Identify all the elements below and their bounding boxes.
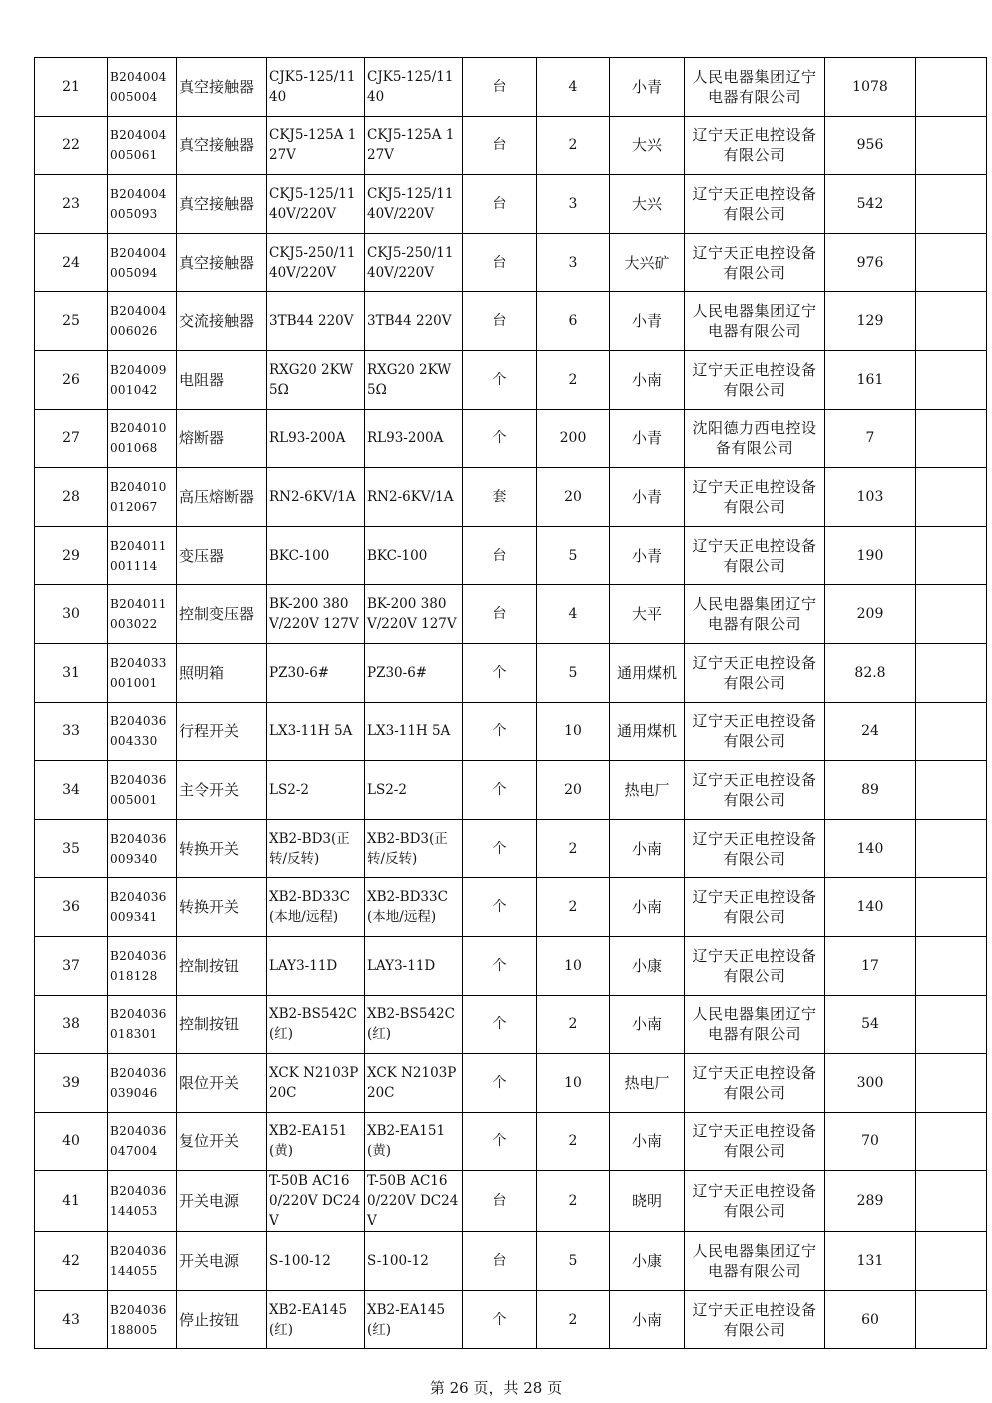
- row-index-cell: 35: [35, 819, 108, 878]
- material-code-cell: B204004006026: [108, 292, 177, 351]
- unit-price-cell: 129: [825, 292, 916, 351]
- material-code-cell: B204004005061: [108, 116, 177, 175]
- row-index-cell: 24: [35, 233, 108, 292]
- spec-model-alt-cell: XB2-BD3(正转/反转): [365, 819, 463, 878]
- spec-model-alt-cell: CJK5-125/1140: [365, 58, 463, 117]
- site-cell: 大兴矿: [610, 233, 685, 292]
- vendor-cell: 辽宁天正电控设备有限公司: [685, 1054, 825, 1113]
- spec-model-alt-cell: RN2-6KV/1A: [365, 468, 463, 527]
- quantity-cell: 2: [537, 1112, 610, 1171]
- site-cell: 小南: [610, 995, 685, 1054]
- vendor-cell: 辽宁天正电控设备有限公司: [685, 761, 825, 820]
- spec-model-alt-cell: BK-200 380V/220V 127V: [365, 585, 463, 644]
- item-name-cell: 交流接触器: [177, 292, 267, 351]
- unit-price-cell: 956: [825, 116, 916, 175]
- vendor-cell: 辽宁天正电控设备有限公司: [685, 116, 825, 175]
- table-row: [35, 1054, 987, 1113]
- quantity-cell: 2: [537, 878, 610, 937]
- table-row: [35, 643, 987, 702]
- spec-model-alt-cell: CKJ5-125/1140V/220V: [365, 175, 463, 234]
- unit-price-cell: 7: [825, 409, 916, 468]
- remarks-cell: [916, 526, 987, 585]
- spec-model-cell: XB2-BD3(正转/反转): [267, 819, 365, 878]
- row-index-cell: 30: [35, 585, 108, 644]
- remarks-cell: [916, 233, 987, 292]
- unit-cell: 个: [463, 643, 537, 702]
- spec-model-alt-cell: XB2-BS542C(红): [365, 995, 463, 1054]
- unit-cell: 台: [463, 526, 537, 585]
- spec-model-cell: RN2-6KV/1A: [267, 468, 365, 527]
- row-index-cell: 33: [35, 702, 108, 761]
- material-code-cell: B204010001068: [108, 409, 177, 468]
- table-row: [35, 116, 987, 175]
- vendor-cell: 人民电器集团辽宁电器有限公司: [685, 58, 825, 117]
- remarks-cell: [916, 350, 987, 409]
- item-name-cell: 开关电源: [177, 1232, 267, 1291]
- row-index-cell: 31: [35, 643, 108, 702]
- material-code-cell: B204010012067: [108, 468, 177, 527]
- quantity-cell: 3: [537, 233, 610, 292]
- site-cell: 通用煤机: [610, 702, 685, 761]
- remarks-cell: [916, 1232, 987, 1291]
- spec-model-alt-cell: LS2-2: [365, 761, 463, 820]
- vendor-cell: 人民电器集团辽宁电器有限公司: [685, 995, 825, 1054]
- site-cell: 大兴: [610, 175, 685, 234]
- unit-cell: 个: [463, 350, 537, 409]
- remarks-cell: [916, 585, 987, 644]
- row-index-cell: 23: [35, 175, 108, 234]
- quantity-cell: 20: [537, 468, 610, 527]
- remarks-cell: [916, 878, 987, 937]
- site-cell: 小南: [610, 878, 685, 937]
- unit-price-cell: 289: [825, 1171, 916, 1232]
- unit-price-cell: 54: [825, 995, 916, 1054]
- material-code-cell: B204036047004: [108, 1112, 177, 1171]
- table-row: [35, 175, 987, 234]
- unit-cell: 台: [463, 58, 537, 117]
- table-row: [35, 526, 987, 585]
- remarks-cell: [916, 1171, 987, 1232]
- vendor-cell: 辽宁天正电控设备有限公司: [685, 1290, 825, 1349]
- material-code-cell: B204011001114: [108, 526, 177, 585]
- quantity-cell: 2: [537, 116, 610, 175]
- spec-model-cell: CKJ5-250/1140V/220V: [267, 233, 365, 292]
- site-cell: 热电厂: [610, 1054, 685, 1113]
- item-name-cell: 真空接触器: [177, 58, 267, 117]
- quantity-cell: 5: [537, 643, 610, 702]
- item-name-cell: 控制变压器: [177, 585, 267, 644]
- material-code-cell: B204004005093: [108, 175, 177, 234]
- material-code-cell: B204004005004: [108, 58, 177, 117]
- unit-price-cell: 131: [825, 1232, 916, 1291]
- table-row: [35, 878, 987, 937]
- remarks-cell: [916, 116, 987, 175]
- remarks-cell: [916, 761, 987, 820]
- item-name-cell: 开关电源: [177, 1171, 267, 1232]
- site-cell: 小南: [610, 1112, 685, 1171]
- table-row: [35, 233, 987, 292]
- site-cell: 小南: [610, 819, 685, 878]
- vendor-cell: 辽宁天正电控设备有限公司: [685, 819, 825, 878]
- quantity-cell: 200: [537, 409, 610, 468]
- unit-price-cell: 1078: [825, 58, 916, 117]
- unit-price-cell: 161: [825, 350, 916, 409]
- spec-model-alt-cell: LAY3-11D: [365, 936, 463, 995]
- unit-cell: 个: [463, 936, 537, 995]
- site-cell: 小青: [610, 292, 685, 351]
- item-name-cell: 真空接触器: [177, 175, 267, 234]
- spec-model-alt-cell: T-50B AC160/220V DC24V: [365, 1171, 463, 1232]
- material-code-cell: B204036188005: [108, 1290, 177, 1349]
- quantity-cell: 10: [537, 702, 610, 761]
- row-index-cell: 22: [35, 116, 108, 175]
- spec-model-cell: BKC-100: [267, 526, 365, 585]
- quantity-cell: 3: [537, 175, 610, 234]
- site-cell: 小南: [610, 350, 685, 409]
- material-code-cell: B204036144055: [108, 1232, 177, 1291]
- unit-cell: 台: [463, 292, 537, 351]
- spec-model-cell: RXG20 2KW 5Ω: [267, 350, 365, 409]
- remarks-cell: [916, 1290, 987, 1349]
- unit-cell: 台: [463, 1232, 537, 1291]
- quantity-cell: 10: [537, 936, 610, 995]
- table-row: [35, 350, 987, 409]
- site-cell: 小青: [610, 409, 685, 468]
- item-name-cell: 转换开关: [177, 819, 267, 878]
- unit-price-cell: 976: [825, 233, 916, 292]
- spec-model-cell: CJK5-125/1140: [267, 58, 365, 117]
- item-name-cell: 转换开关: [177, 878, 267, 937]
- unit-price-cell: 24: [825, 702, 916, 761]
- item-name-cell: 电阻器: [177, 350, 267, 409]
- unit-price-cell: 140: [825, 819, 916, 878]
- item-name-cell: 复位开关: [177, 1112, 267, 1171]
- material-code-cell: B204011003022: [108, 585, 177, 644]
- row-index-cell: 29: [35, 526, 108, 585]
- row-index-cell: 28: [35, 468, 108, 527]
- spec-model-alt-cell: RL93-200A: [365, 409, 463, 468]
- site-cell: 大平: [610, 585, 685, 644]
- page-footer: 第 26 页，共 28 页: [429, 1379, 563, 1397]
- unit-price-cell: 103: [825, 468, 916, 527]
- table-row: [35, 819, 987, 878]
- vendor-cell: 辽宁天正电控设备有限公司: [685, 175, 825, 234]
- item-name-cell: 控制按钮: [177, 995, 267, 1054]
- quantity-cell: 2: [537, 995, 610, 1054]
- table-row: [35, 936, 987, 995]
- site-cell: 小康: [610, 936, 685, 995]
- remarks-cell: [916, 468, 987, 527]
- spec-model-cell: PZ30-6#: [267, 643, 365, 702]
- unit-cell: 个: [463, 702, 537, 761]
- vendor-cell: 沈阳德力西电控设备有限公司: [685, 409, 825, 468]
- table-row: [35, 292, 987, 351]
- spec-model-alt-cell: CKJ5-125A 127V: [365, 116, 463, 175]
- quantity-cell: 2: [537, 350, 610, 409]
- site-cell: 大兴: [610, 116, 685, 175]
- vendor-cell: 辽宁天正电控设备有限公司: [685, 643, 825, 702]
- material-code-cell: B204036004330: [108, 702, 177, 761]
- spec-model-alt-cell: CKJ5-250/1140V/220V: [365, 233, 463, 292]
- table-row: [35, 1171, 987, 1232]
- vendor-cell: 人民电器集团辽宁电器有限公司: [685, 1232, 825, 1291]
- vendor-cell: 辽宁天正电控设备有限公司: [685, 526, 825, 585]
- table-row: [35, 58, 987, 117]
- quantity-cell: 10: [537, 1054, 610, 1113]
- spec-model-alt-cell: 3TB44 220V: [365, 292, 463, 351]
- unit-price-cell: 300: [825, 1054, 916, 1113]
- unit-price-cell: 542: [825, 175, 916, 234]
- row-index-cell: 26: [35, 350, 108, 409]
- vendor-cell: 人民电器集团辽宁电器有限公司: [685, 292, 825, 351]
- material-code-cell: B204036144053: [108, 1171, 177, 1232]
- vendor-cell: 辽宁天正电控设备有限公司: [685, 702, 825, 761]
- site-cell: 小青: [610, 526, 685, 585]
- remarks-cell: [916, 819, 987, 878]
- remarks-cell: [916, 1112, 987, 1171]
- unit-cell: 个: [463, 819, 537, 878]
- material-code-cell: B204036009340: [108, 819, 177, 878]
- spec-model-alt-cell: XB2-EA151(黄): [365, 1112, 463, 1171]
- spec-model-cell: LS2-2: [267, 761, 365, 820]
- unit-cell: 台: [463, 116, 537, 175]
- material-code-cell: B204009001042: [108, 350, 177, 409]
- spec-model-alt-cell: PZ30-6#: [365, 643, 463, 702]
- unit-price-cell: 82.8: [825, 643, 916, 702]
- item-name-cell: 限位开关: [177, 1054, 267, 1113]
- spec-model-cell: XB2-EA145(红): [267, 1290, 365, 1349]
- vendor-cell: 辽宁天正电控设备有限公司: [685, 350, 825, 409]
- row-index-cell: 41: [35, 1171, 108, 1232]
- unit-price-cell: 89: [825, 761, 916, 820]
- spec-model-alt-cell: RXG20 2KW 5Ω: [365, 350, 463, 409]
- spec-model-cell: RL93-200A: [267, 409, 365, 468]
- spec-model-cell: 3TB44 220V: [267, 292, 365, 351]
- table-row: [35, 585, 987, 644]
- unit-cell: 个: [463, 1290, 537, 1349]
- unit-price-cell: 140: [825, 878, 916, 937]
- vendor-cell: 辽宁天正电控设备有限公司: [685, 1112, 825, 1171]
- item-name-cell: 照明箱: [177, 643, 267, 702]
- row-index-cell: 34: [35, 761, 108, 820]
- quantity-cell: 2: [537, 1171, 610, 1232]
- vendor-cell: 人民电器集团辽宁电器有限公司: [685, 585, 825, 644]
- unit-cell: 套: [463, 468, 537, 527]
- remarks-cell: [916, 702, 987, 761]
- remarks-cell: [916, 58, 987, 117]
- unit-cell: 台: [463, 233, 537, 292]
- item-name-cell: 真空接触器: [177, 116, 267, 175]
- site-cell: 小康: [610, 1232, 685, 1291]
- unit-cell: 个: [463, 761, 537, 820]
- material-code-cell: B204036009341: [108, 878, 177, 937]
- unit-price-cell: 17: [825, 936, 916, 995]
- unit-price-cell: 60: [825, 1290, 916, 1349]
- spec-model-alt-cell: XB2-BD33C(本地/远程): [365, 878, 463, 937]
- spec-model-alt-cell: S-100-12: [365, 1232, 463, 1291]
- table-row: [35, 761, 987, 820]
- spec-model-cell: XB2-EA151(黄): [267, 1112, 365, 1171]
- remarks-cell: [916, 175, 987, 234]
- material-code-cell: B204036039046: [108, 1054, 177, 1113]
- row-index-cell: 43: [35, 1290, 108, 1349]
- spec-model-alt-cell: XCK N2103P20C: [365, 1054, 463, 1113]
- material-code-cell: B204004005094: [108, 233, 177, 292]
- vendor-cell: 辽宁天正电控设备有限公司: [685, 936, 825, 995]
- table-body: [35, 58, 987, 1349]
- unit-cell: 个: [463, 1054, 537, 1113]
- remarks-cell: [916, 409, 987, 468]
- spec-model-cell: BK-200 380V/220V 127V: [267, 585, 365, 644]
- quantity-cell: 6: [537, 292, 610, 351]
- row-index-cell: 40: [35, 1112, 108, 1171]
- item-name-cell: 行程开关: [177, 702, 267, 761]
- item-name-cell: 控制按钮: [177, 936, 267, 995]
- spec-model-cell: XB2-BD33C(本地/远程): [267, 878, 365, 937]
- unit-cell: 台: [463, 1171, 537, 1232]
- table-row: [35, 702, 987, 761]
- spec-model-cell: XB2-BS542C(红): [267, 995, 365, 1054]
- unit-price-cell: 70: [825, 1112, 916, 1171]
- vendor-cell: 辽宁天正电控设备有限公司: [685, 468, 825, 527]
- spec-model-cell: CKJ5-125/1140V/220V: [267, 175, 365, 234]
- quantity-cell: 4: [537, 585, 610, 644]
- row-index-cell: 37: [35, 936, 108, 995]
- table-row: [35, 468, 987, 527]
- unit-price-cell: 190: [825, 526, 916, 585]
- quantity-cell: 5: [537, 1232, 610, 1291]
- remarks-cell: [916, 1054, 987, 1113]
- spec-model-cell: XCK N2103P20C: [267, 1054, 365, 1113]
- unit-cell: 个: [463, 995, 537, 1054]
- table-row: [35, 409, 987, 468]
- spec-model-alt-cell: XB2-EA145(红): [365, 1290, 463, 1349]
- quantity-cell: 2: [537, 819, 610, 878]
- item-name-cell: 停止按钮: [177, 1290, 267, 1349]
- row-index-cell: 42: [35, 1232, 108, 1291]
- site-cell: 热电厂: [610, 761, 685, 820]
- site-cell: 小青: [610, 58, 685, 117]
- vendor-cell: 辽宁天正电控设备有限公司: [685, 233, 825, 292]
- item-name-cell: 主令开关: [177, 761, 267, 820]
- row-index-cell: 25: [35, 292, 108, 351]
- site-cell: 晓明: [610, 1171, 685, 1232]
- spec-model-cell: T-50B AC160/220V DC24V: [267, 1171, 365, 1232]
- vendor-cell: 辽宁天正电控设备有限公司: [685, 878, 825, 937]
- remarks-cell: [916, 292, 987, 351]
- spec-model-cell: CKJ5-125A 127V: [267, 116, 365, 175]
- item-name-cell: 熔断器: [177, 409, 267, 468]
- remarks-cell: [916, 643, 987, 702]
- unit-cell: 个: [463, 1112, 537, 1171]
- row-index-cell: 21: [35, 58, 108, 117]
- spec-model-alt-cell: LX3-11H 5A: [365, 702, 463, 761]
- material-code-cell: B204036018128: [108, 936, 177, 995]
- quantity-cell: 20: [537, 761, 610, 820]
- row-index-cell: 38: [35, 995, 108, 1054]
- material-code-cell: B204036005001: [108, 761, 177, 820]
- row-index-cell: 39: [35, 1054, 108, 1113]
- material-code-cell: B204033001001: [108, 643, 177, 702]
- unit-cell: 个: [463, 878, 537, 937]
- table-row: [35, 995, 987, 1054]
- spec-model-cell: LX3-11H 5A: [267, 702, 365, 761]
- item-name-cell: 变压器: [177, 526, 267, 585]
- quantity-cell: 4: [537, 58, 610, 117]
- quantity-cell: 5: [537, 526, 610, 585]
- spec-model-alt-cell: BKC-100: [365, 526, 463, 585]
- unit-cell: 台: [463, 175, 537, 234]
- unit-cell: 台: [463, 585, 537, 644]
- row-index-cell: 27: [35, 409, 108, 468]
- table-row: [35, 1290, 987, 1349]
- site-cell: 小南: [610, 1290, 685, 1349]
- unit-cell: 个: [463, 409, 537, 468]
- parts-table: [34, 57, 987, 1349]
- site-cell: 通用煤机: [610, 643, 685, 702]
- spec-model-cell: LAY3-11D: [267, 936, 365, 995]
- material-code-cell: B204036018301: [108, 995, 177, 1054]
- table-row: [35, 1112, 987, 1171]
- item-name-cell: 真空接触器: [177, 233, 267, 292]
- spec-model-cell: S-100-12: [267, 1232, 365, 1291]
- table-row: [35, 1232, 987, 1291]
- unit-price-cell: 209: [825, 585, 916, 644]
- remarks-cell: [916, 936, 987, 995]
- vendor-cell: 辽宁天正电控设备有限公司: [685, 1171, 825, 1232]
- item-name-cell: 高压熔断器: [177, 468, 267, 527]
- remarks-cell: [916, 995, 987, 1054]
- row-index-cell: 36: [35, 878, 108, 937]
- site-cell: 小青: [610, 468, 685, 527]
- quantity-cell: 2: [537, 1290, 610, 1349]
